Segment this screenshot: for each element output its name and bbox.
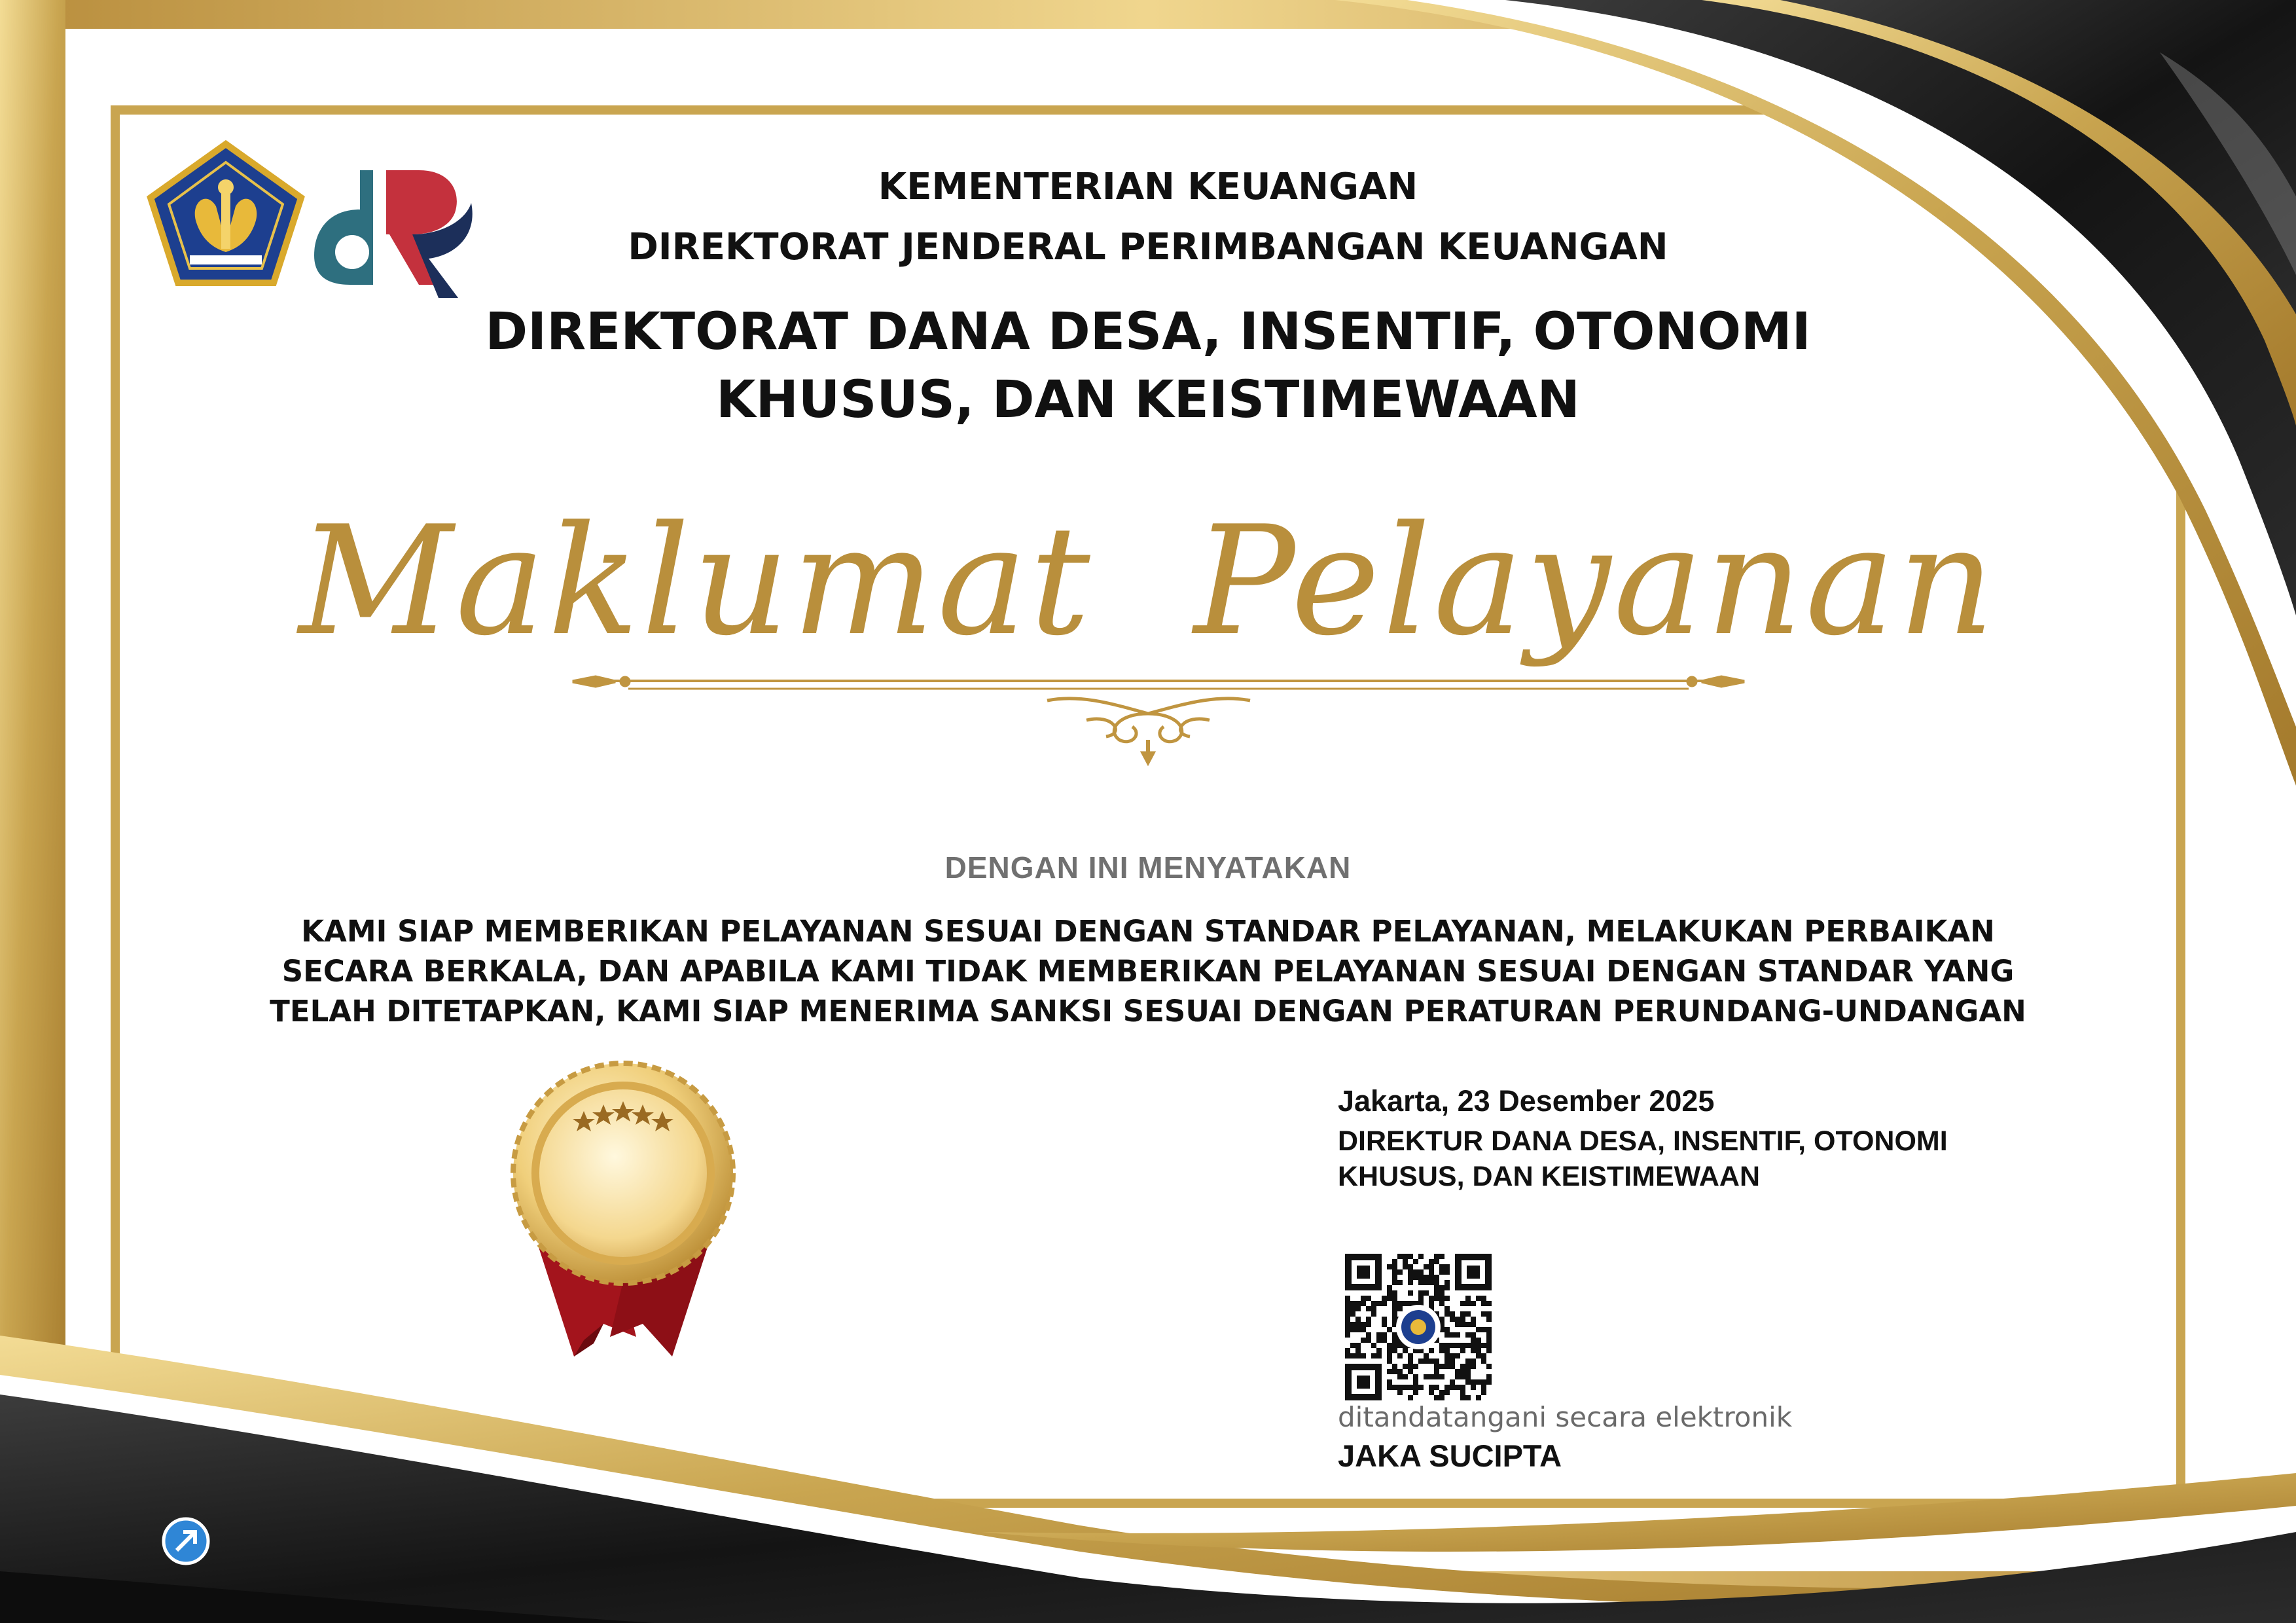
- statement-line: SECARA BERKALA, DAN APABILA KAMI TIDAK MEMBERIKAN PELAYANAN SESUAI DENGAN STANDAR YANG: [281, 954, 2015, 989]
- declaration-intro: DENGAN INI MENYATAKAN: [944, 850, 1352, 884]
- directorate-name: [0, 298, 2296, 434]
- signer-position-line1: DIREKTUR DANA DESA, INSENTIF, OTONOMI: [1338, 1125, 1948, 1157]
- certificate-title: Maklumat Pelayanan: [298, 494, 1998, 669]
- statement-line: TELAH DITETAPKAN, KAMI SIAP MENERIMA SANKSI SESUAI DENGAN PERATURAN PERUNDANG-UNDANGAN: [270, 994, 2026, 1029]
- title-divider-ornament: [573, 677, 1744, 763]
- signer-name: JAKA SUCIPTA: [1338, 1438, 1562, 1473]
- directorate-name-line2: KHUSUS, DAN KEISTIMEWAAN: [716, 371, 1580, 429]
- badge-icon: [164, 1519, 208, 1563]
- ministry-name: KEMENTERIAN KEUANGAN: [878, 166, 1418, 208]
- statement-line: KAMI SIAP MEMBERIKAN PELAYANAN SESUAI DENGAN STANDAR PELAYANAN, MELAKUKAN PERBAIKAN: [301, 914, 1995, 949]
- signer-position: [1338, 1123, 2090, 1194]
- gold-seal-icon: [513, 1063, 733, 1357]
- directorate-general-name: DIREKTORAT JENDERAL PERIMBANGAN KEUANGAN: [628, 226, 1668, 268]
- qr-code-icon: [1345, 1254, 1492, 1400]
- e-signature-note: ditandatangani secara elektronik: [1338, 1401, 1793, 1433]
- signer-position-line2: KHUSUS, DAN KEISTIMEWAAN: [1338, 1161, 1761, 1192]
- directorate-name-line1: DIREKTORAT DANA DESA, INSENTIF, OTONOMI: [485, 302, 1811, 361]
- declaration-statement: [0, 911, 2296, 1031]
- place-date: Jakarta, 23 Desember 2025: [1338, 1084, 1715, 1118]
